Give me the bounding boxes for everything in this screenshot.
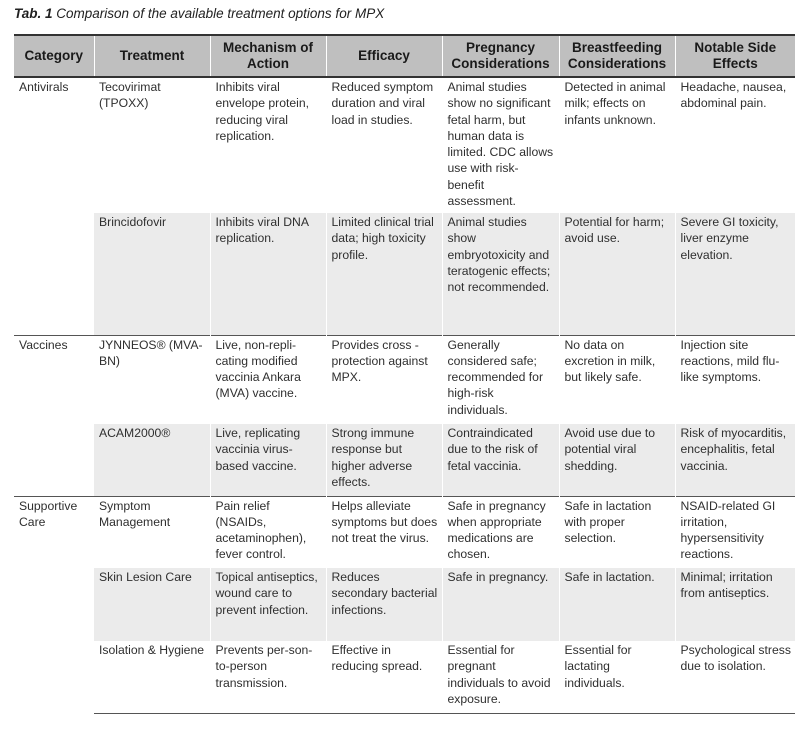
efficacy-cell: Reduced symptom duration and viral load in studies. [326, 77, 442, 213]
side-effects-cell: Minimal; irritation from antiseptics. [675, 568, 795, 641]
table-row [14, 77, 795, 213]
pregnancy-cell: Essential for pregnant individuals to avoid exposure. [442, 641, 559, 713]
breastfeeding-cell: Avoid use due to potential viral shedding. [559, 424, 675, 496]
mechanism-cell: Pain relief (NSAIDs, acetaminophen), fever control. [210, 496, 326, 568]
mechanism-cell: Live, non-repli-cating modified vaccinia Ankara (MVA) vaccine. [210, 335, 326, 424]
efficacy-cell: Reduces secondary bacterial infections. [326, 568, 442, 641]
treatment-comparison-table [14, 34, 795, 714]
table-row [14, 568, 795, 641]
category-cell: Antivirals [14, 77, 94, 335]
breastfeeding-cell: No data on excretion in milk, but likely safe. [559, 335, 675, 424]
breastfeeding-cell: Safe in lactation with proper selection. [559, 496, 675, 568]
pregnancy-cell: Safe in pregnancy. [442, 568, 559, 641]
mechanism-cell: Topical antiseptics, wound care to prevent infection. [210, 568, 326, 641]
pregnancy-cell: Contraindicated due to the risk of fetal vaccinia. [442, 424, 559, 496]
header-side-effects: Notable Side Effects [675, 35, 795, 77]
header-efficacy: Efficacy [326, 35, 442, 77]
side-effects-cell: Severe GI toxicity, liver enzyme elevation. [675, 213, 795, 335]
treatment-cell: Symptom Management [94, 496, 210, 568]
pregnancy-cell: Animal studies show no significant fetal harm, but human data is limited. CDC allows use with risk-benefit assessment. [442, 77, 559, 213]
treatment-cell: Skin Lesion Care [94, 568, 210, 641]
pregnancy-cell: Animal studies show embryotoxicity and teratogenic effects; not recommended. [442, 213, 559, 335]
side-effects-cell: Risk of myocarditis, encephalitis, fetal vaccinia. [675, 424, 795, 496]
breastfeeding-cell: Safe in lactation. [559, 568, 675, 641]
efficacy-cell: Strong immune response but higher adverse effects. [326, 424, 442, 496]
header-pregnancy: Pregnancy Considerations [442, 35, 559, 77]
breastfeeding-cell: Detected in animal milk; effects on infants unknown. [559, 77, 675, 213]
side-effects-cell: Headache, nausea, abdominal pain. [675, 77, 795, 213]
header-row [14, 35, 795, 77]
mechanism-cell: Prevents per-son-to-person transmission. [210, 641, 326, 713]
header-category: Category [14, 35, 94, 77]
header-treatment: Treatment [94, 35, 210, 77]
treatment-cell: Tecovirimat (TPOXX) [99, 80, 161, 111]
efficacy-cell: Helps alleviate symptoms but does not treat the virus. [326, 496, 442, 568]
table-row [14, 335, 795, 424]
table-row [14, 424, 795, 496]
caption-label: Tab. 1 [14, 6, 53, 21]
efficacy-cell: Provides cross -protection against MPX. [326, 335, 442, 424]
efficacy-cell: Limited clinical trial data; high toxicity profile. [326, 213, 442, 335]
category-cell: Vaccines [14, 335, 94, 496]
pregnancy-cell: Safe in pregnancy when appropriate medications are chosen. [442, 496, 559, 568]
category-cell: Supportive Care [14, 496, 94, 713]
treatment-cell: JYNNEOS® (MVA-BN) [94, 335, 210, 424]
treatment-cell: Isolation & Hygiene [94, 641, 210, 713]
header-mechanism: Mechanism of Action [210, 35, 326, 77]
table-row [14, 496, 795, 568]
table-row [14, 213, 795, 335]
mechanism-cell: Inhibits viral envelope protein, reducing viral replication. [210, 77, 326, 213]
header-breastfeeding: Breastfeeding Considerations [559, 35, 675, 77]
side-effects-cell: Injection site reactions, mild flu-like symptoms. [675, 335, 795, 424]
caption-text: Comparison of the available treatment options for MPX [56, 6, 385, 21]
pregnancy-cell: Generally considered safe; recommended for high-risk individuals. [442, 335, 559, 424]
table-caption [14, 6, 384, 21]
mechanism-cell: Live, replicating vaccinia virus-based vaccine. [210, 424, 326, 496]
treatment-cell: ACAM2000® [94, 424, 210, 496]
mechanism-cell: Inhibits viral DNA replication. [210, 213, 326, 335]
efficacy-cell: Effective in reducing spread. [326, 641, 442, 713]
treatment-cell: Brincidofovir [94, 213, 210, 335]
breastfeeding-cell: Essential for lactating individuals. [559, 641, 675, 713]
side-effects-cell: Psychological stress due to isolation. [675, 641, 795, 713]
side-effects-cell: NSAID-related GI irritation, hypersensitivity reactions. [675, 496, 795, 568]
breastfeeding-cell: Potential for harm; avoid use. [559, 213, 675, 335]
table-row [14, 641, 795, 713]
